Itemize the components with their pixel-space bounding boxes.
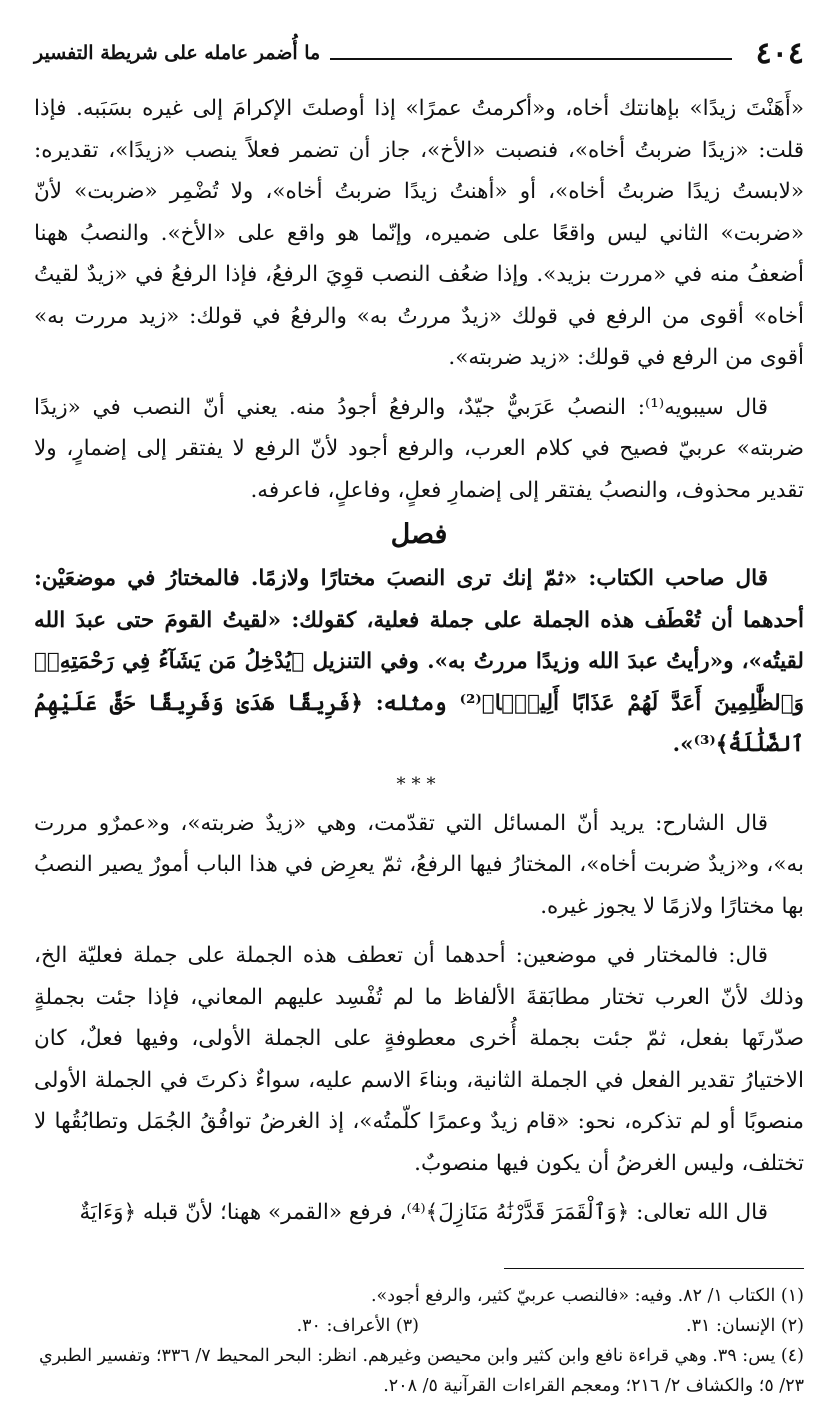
book-page (34, 30, 804, 1396)
footnotes (34, 1281, 804, 1401)
main-text (34, 88, 804, 1234)
footnote: (٣) الأعراف: ٣٠. (296, 1315, 419, 1336)
paragraph: قال الله تعالى: ﴿وَٱلْقَمَرَ قَدَّرْنَٰهُ مَنَازِلَ﴾⁽⁴⁾، فرفع «القمر» ههنا؛ لأنّ قبله ﴿وَءَايَةٌ (79, 1200, 768, 1225)
running-title: ما أُضمر عامله على شريطة التفسير (34, 42, 321, 64)
footnote: (٢) الإنسان: ٣١. (686, 1315, 804, 1336)
section-heading: فصل (390, 519, 448, 550)
footnote-row (34, 1311, 804, 1341)
section-separator: *** (396, 773, 442, 795)
commentary-paragraph: قال الشارح: يريد أنّ المسائل التي تقدّمت، وهي «زيدٌ ضربته»، و«عمرٌو مررت به»، و«زيدٌ ضربت أخاه»، المختارُ فيها الرفعُ، ثمّ يعرِض في هذا الباب أمورٌ يصير النصبُ بها مختارًا ولازمًا لا يجوز غيره. (34, 810, 804, 919)
header-rule (330, 58, 731, 60)
quoted-text-paragraph: قال صاحب الكتاب: «ثمّ إنك ترى النصبَ مختارًا ولازمًا. فالمختارُ في موضعَيْن: أحدهما أن تُعْطَف هذه الجملة على جملة فعلية، كقولك: «لقيتُ القومَ حتى عبدَ الله لقيتُه»، و«رأيتُ عبدَ الله وزيدًا مررتُ به». وفي التنزيل ﴿يُدْخِلُ مَن يَشَآءُ فِي رَحْمَتِهِۦۚ وَٱلظَّٰلِمِينَ أَعَدَّ لَهُمْ عَذَابًا أَلِيمًۢا﴾⁽²⁾ ومثله: ﴿فَرِيقًا هَدَىٰ وَفَرِيقًا حَقَّ عَلَيْهِمُ ٱلضَّلَٰلَةُ﴾⁽³⁾». (34, 566, 804, 757)
paragraph: قال: فالمختار في موضعين: أحدهما أن تعطف هذه الجملة على جملة فعليّة الخ، وذلك لأنّ العرب تختار مطابَقةَ الألفاظ ما لم تُفْسِد عليهم المعاني، فإذا جئت بجملةٍ صدّرتَها بفعل، ثمّ جئت بجملة أُخرى معطوفةٍ على الجملة الأولى، وفيها فعلٌ، كان الاختيارُ تقدير الفعل في الجملة الثانية، وبناءَ الاسم عليه، سواءٌ ذكرتَ في الجملة الأولى منصوبًا أو لم تذكره، نحو: «قام زيدٌ وعمرًا كلّمتُه»، إذ الغرضُ توافُقُ الجُمَل وتطابُقُها لا تختلف، وليس الغرضُ أن يكون فيها منصوبٌ. (34, 943, 804, 1176)
running-header (34, 30, 804, 76)
footnote: (١) الكتاب ١/ ٨٢. وفيه: «فالنصب عربيّ كثير، والرفع أجود». (370, 1285, 804, 1306)
footnote: (٤) يس: ٣٩. وهي قراءة نافع وابن كثير وابن محيصن وغيرهم. انظر: البحر المحيط ٧/ ٣٣٦؛ وتفسير الطبري ٢٣/ ٥؛ والكشاف ٢/ ٢١٦؛ ومعجم القراءات القرآنية ٥/ ٢٠٨. (38, 1345, 804, 1396)
page-number: ٤٠٤ (755, 35, 804, 71)
footnote-divider (504, 1268, 804, 1269)
paragraph: قال سيبويه⁽¹⁾: النصبُ عَرَبيٌّ جيّدٌ، والرفعُ أجودُ منه. يعني أنّ النصب في «زيدًا ضربته» عربيّ فصيح في كلام العرب، والرفع أجود لأنّ الرفع لا يفتقر إلى إضمارٍ، ولا تقدير محذوف، والنصبُ يفتقر إلى إضمارِ فعلٍ، وفاعلٍ، فاعرفه. (34, 394, 804, 503)
paragraph: «أَهَنْتَ زيدًا» بإهانتك أخاه، و«أكرمتُ عمرًا» إذا أوصلتَ الإكرامَ إلى غيره بسَبَبه. فإذا قلت: «زيدًا ضربتُ أخاه»، فنصبت «الأخ»، جاز أن تضمر فعلاً ينصب «زيدًا»، تقديره: «لابستُ زيدًا ضربتُ أخاه»، أو «أهنتُ زيدًا ضربتُ أخاه»، ولا تُضْمِر «ضربت» لأنّ «ضربت» الثاني ليس واقعًا على ضميره، وإنّما هو واقع على «الأخ». والنصبُ ههنا أضعفُ منه في «مررت بزيد». وإذا ضعُف النصب قوِيَ الرفعُ، فإذا الرفعُ في «زيدٌ لقيتُ أخاه» أقوى من الرفع في قولك «زيدٌ مررتُ به» والرفعُ في قولك: «زيد مررت به» أقوى من الرفع في قولك: «زيد ضربته». (34, 96, 804, 370)
